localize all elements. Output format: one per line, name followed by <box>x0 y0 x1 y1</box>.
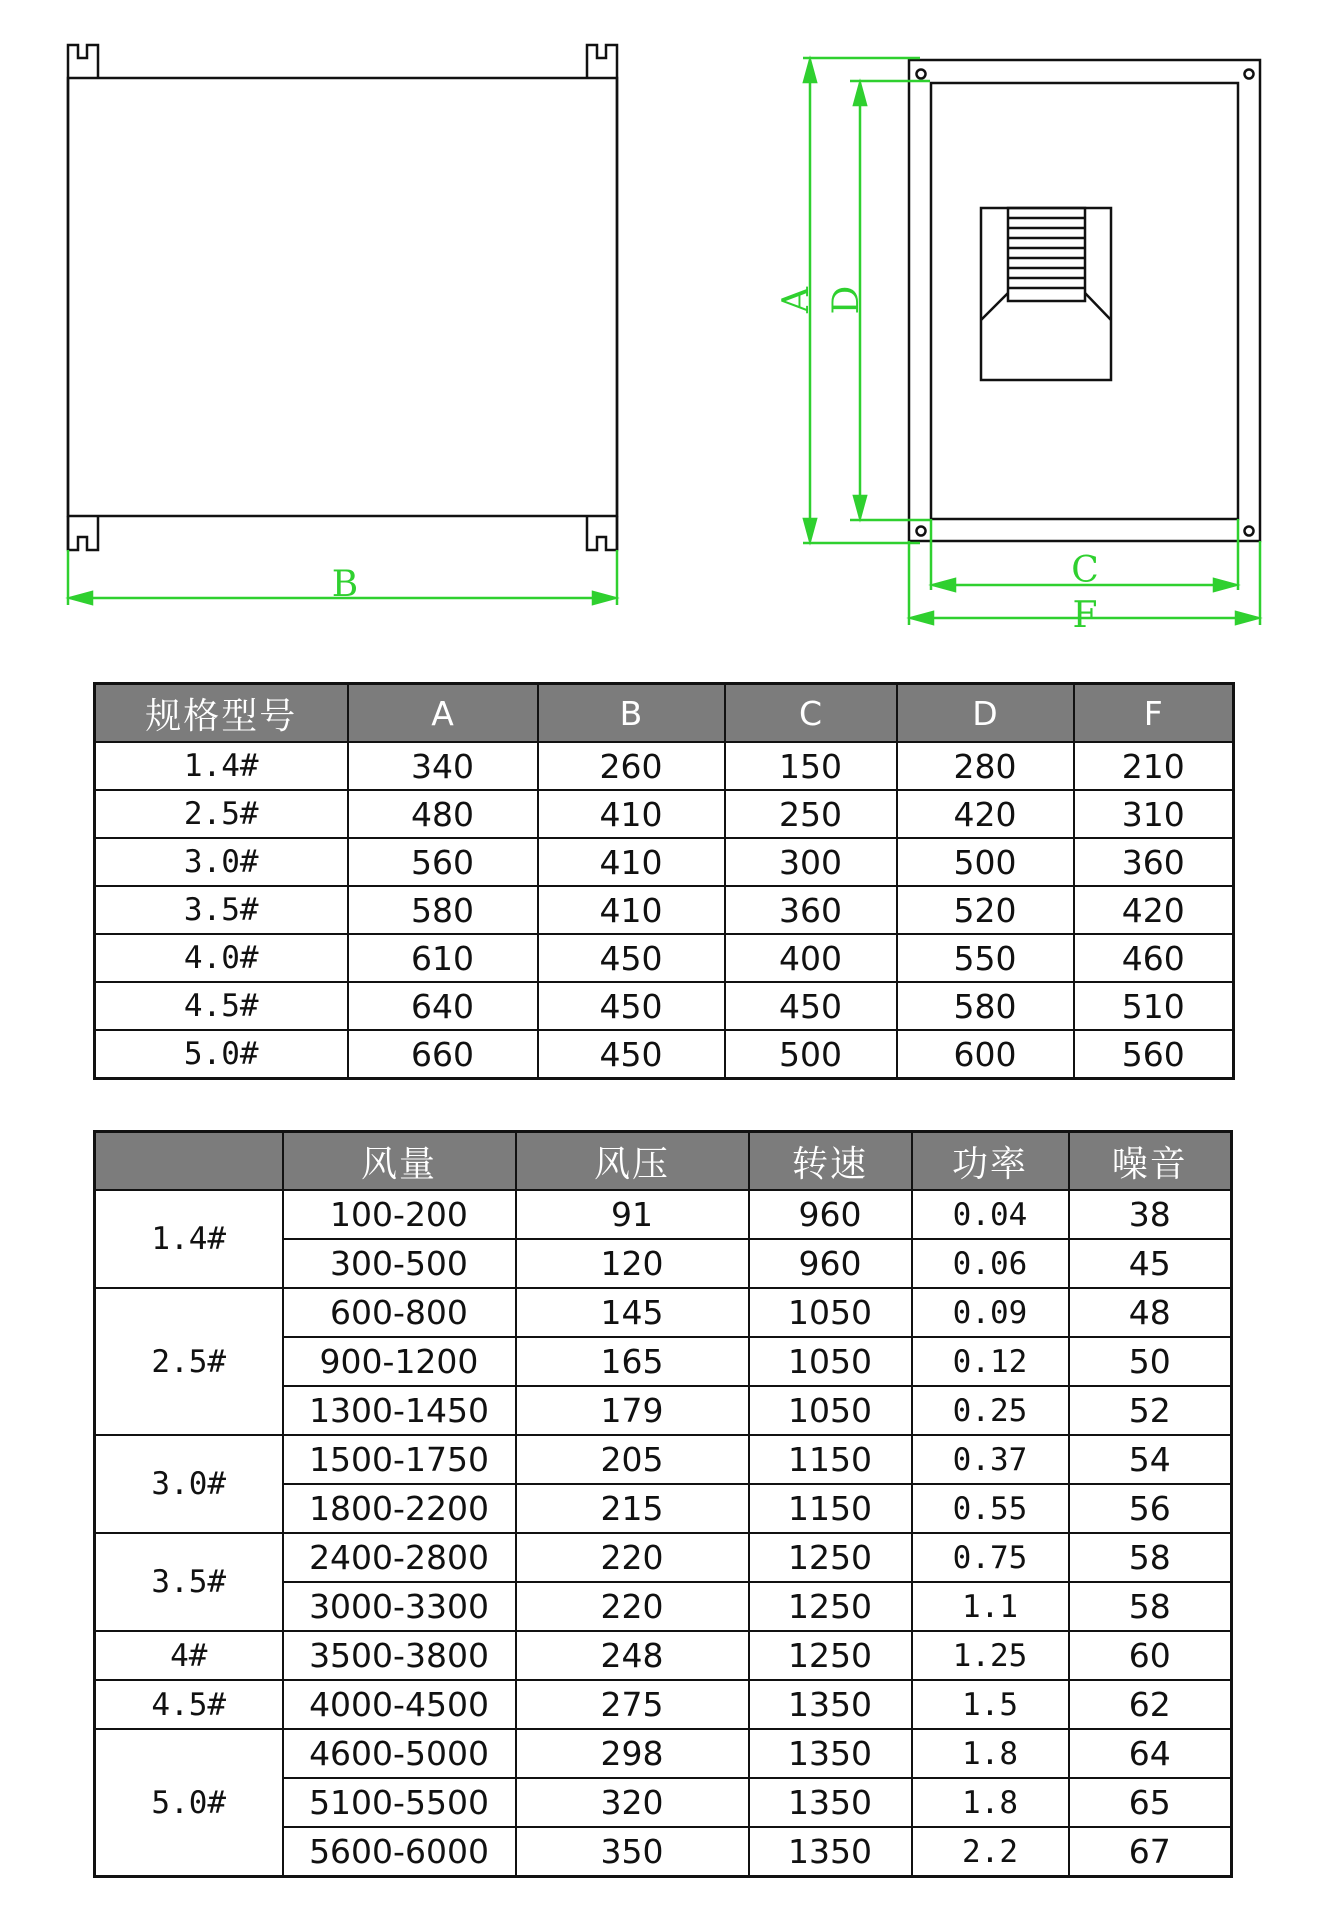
value-cell: 4600-5000 <box>283 1729 516 1778</box>
value-cell: 320 <box>516 1778 749 1827</box>
value-cell: 3500-3800 <box>283 1631 516 1680</box>
table-row <box>95 838 1234 886</box>
model-cell: 4.5# <box>95 982 348 1030</box>
value-cell: 300-500 <box>283 1239 516 1288</box>
model-cell: 4.0# <box>95 934 348 982</box>
value-cell: 1.5 <box>912 1680 1069 1729</box>
value-cell: 420 <box>897 790 1074 838</box>
value-cell: 60 <box>1069 1631 1232 1680</box>
table-row <box>95 1288 1232 1337</box>
value-cell: 120 <box>516 1239 749 1288</box>
column-header: D <box>897 684 1074 743</box>
table-row <box>95 1631 1232 1680</box>
column-header: F <box>1074 684 1234 743</box>
model-cell: 3.5# <box>95 886 348 934</box>
value-cell: 0.25 <box>912 1386 1069 1435</box>
value-cell: 48 <box>1069 1288 1232 1337</box>
table-row <box>95 790 1234 838</box>
value-cell: 600-800 <box>283 1288 516 1337</box>
value-cell: 1.1 <box>912 1582 1069 1631</box>
value-cell: 1150 <box>749 1435 912 1484</box>
value-cell: 1350 <box>749 1778 912 1827</box>
value-cell: 1350 <box>749 1729 912 1778</box>
value-cell: 460 <box>1074 934 1234 982</box>
value-cell: 0.09 <box>912 1288 1069 1337</box>
value-cell: 54 <box>1069 1435 1232 1484</box>
value-cell: 65 <box>1069 1778 1232 1827</box>
table-row <box>95 1030 1234 1079</box>
fan-outlet <box>981 208 1111 380</box>
mounting-bracket <box>68 516 98 550</box>
dimension-label-c: C <box>1071 550 1099 591</box>
bolt-hole <box>917 527 926 536</box>
value-cell: 500 <box>897 838 1074 886</box>
model-cell: 2.5# <box>95 1288 283 1435</box>
dimension-label-a: A <box>776 287 817 313</box>
model-cell: 4.5# <box>95 1680 283 1729</box>
value-cell: 38 <box>1069 1190 1232 1239</box>
value-cell: 260 <box>538 742 725 790</box>
front-view <box>909 60 1260 541</box>
value-cell: 58 <box>1069 1533 1232 1582</box>
value-cell: 960 <box>749 1239 912 1288</box>
value-cell: 500 <box>725 1030 897 1079</box>
value-cell: 1050 <box>749 1386 912 1435</box>
value-cell: 1.25 <box>912 1631 1069 1680</box>
model-cell: 5.0# <box>95 1729 283 1877</box>
column-header <box>95 1132 283 1191</box>
value-cell: 520 <box>897 886 1074 934</box>
mounting-bracket <box>68 45 98 78</box>
value-cell: 150 <box>725 742 897 790</box>
value-cell: 0.55 <box>912 1484 1069 1533</box>
mounting-bracket <box>587 45 617 78</box>
value-cell: 62 <box>1069 1680 1232 1729</box>
column-header: 功率 <box>912 1132 1069 1191</box>
side-view <box>68 45 617 550</box>
table-header-row <box>95 1132 1232 1191</box>
value-cell: 220 <box>516 1533 749 1582</box>
value-cell: 560 <box>348 838 538 886</box>
model-cell: 3.0# <box>95 1435 283 1533</box>
model-cell: 4# <box>95 1631 283 1680</box>
value-cell: 450 <box>538 982 725 1030</box>
mounting-bracket <box>587 516 617 550</box>
value-cell: 1150 <box>749 1484 912 1533</box>
value-cell: 660 <box>348 1030 538 1079</box>
table-row <box>95 982 1234 1030</box>
column-header: C <box>725 684 897 743</box>
model-cell: 1.4# <box>95 1190 283 1288</box>
value-cell: 179 <box>516 1386 749 1435</box>
value-cell: 560 <box>1074 1030 1234 1079</box>
bolt-hole <box>917 70 926 79</box>
performance-table <box>93 1130 1233 1878</box>
value-cell: 4000-4500 <box>283 1680 516 1729</box>
value-cell: 100-200 <box>283 1190 516 1239</box>
column-header: 风量 <box>283 1132 516 1191</box>
table-row <box>95 742 1234 790</box>
value-cell: 410 <box>538 838 725 886</box>
value-cell: 1.8 <box>912 1778 1069 1827</box>
value-cell: 300 <box>725 838 897 886</box>
value-cell: 5600-6000 <box>283 1827 516 1877</box>
value-cell: 1.8 <box>912 1729 1069 1778</box>
table-header-row <box>95 684 1234 743</box>
value-cell: 1050 <box>749 1288 912 1337</box>
value-cell: 50 <box>1069 1337 1232 1386</box>
value-cell: 2.2 <box>912 1827 1069 1877</box>
table-row <box>95 1680 1232 1729</box>
value-cell: 1500-1750 <box>283 1435 516 1484</box>
value-cell: 340 <box>348 742 538 790</box>
value-cell: 360 <box>1074 838 1234 886</box>
bolt-hole <box>1245 70 1254 79</box>
value-cell: 360 <box>725 886 897 934</box>
value-cell: 215 <box>516 1484 749 1533</box>
value-cell: 640 <box>348 982 538 1030</box>
value-cell: 0.04 <box>912 1190 1069 1239</box>
value-cell: 5100-5500 <box>283 1778 516 1827</box>
value-cell: 45 <box>1069 1239 1232 1288</box>
table-row <box>95 1190 1232 1239</box>
bolt-hole <box>1245 527 1254 536</box>
table-row <box>95 1533 1232 1582</box>
value-cell: 1050 <box>749 1337 912 1386</box>
value-cell: 0.06 <box>912 1239 1069 1288</box>
value-cell: 58 <box>1069 1582 1232 1631</box>
value-cell: 900-1200 <box>283 1337 516 1386</box>
value-cell: 1350 <box>749 1827 912 1877</box>
column-header: A <box>348 684 538 743</box>
value-cell: 510 <box>1074 982 1234 1030</box>
value-cell: 610 <box>348 934 538 982</box>
column-header: 风压 <box>516 1132 749 1191</box>
value-cell: 450 <box>725 982 897 1030</box>
value-cell: 56 <box>1069 1484 1232 1533</box>
model-cell: 3.5# <box>95 1533 283 1631</box>
value-cell: 600 <box>897 1030 1074 1079</box>
value-cell: 205 <box>516 1435 749 1484</box>
value-cell: 250 <box>725 790 897 838</box>
dimension-label-d: D <box>826 285 867 315</box>
table-row <box>95 886 1234 934</box>
table-row <box>95 1435 1232 1484</box>
value-cell: 1250 <box>749 1631 912 1680</box>
technical-drawing <box>0 0 1325 650</box>
table-row <box>95 1729 1232 1778</box>
value-cell: 580 <box>348 886 538 934</box>
value-cell: 0.75 <box>912 1533 1069 1582</box>
value-cell: 275 <box>516 1680 749 1729</box>
value-cell: 450 <box>538 1030 725 1079</box>
value-cell: 64 <box>1069 1729 1232 1778</box>
value-cell: 1350 <box>749 1680 912 1729</box>
dimension-table <box>93 682 1235 1080</box>
value-cell: 280 <box>897 742 1074 790</box>
value-cell: 420 <box>1074 886 1234 934</box>
value-cell: 1300-1450 <box>283 1386 516 1435</box>
value-cell: 52 <box>1069 1386 1232 1435</box>
value-cell: 0.12 <box>912 1337 1069 1386</box>
value-cell: 145 <box>516 1288 749 1337</box>
side-view-body <box>68 78 617 516</box>
value-cell: 220 <box>516 1582 749 1631</box>
model-cell: 5.0# <box>95 1030 348 1079</box>
value-cell: 480 <box>348 790 538 838</box>
table-row <box>95 934 1234 982</box>
value-cell: 0.37 <box>912 1435 1069 1484</box>
value-cell: 410 <box>538 886 725 934</box>
value-cell: 960 <box>749 1190 912 1239</box>
value-cell: 91 <box>516 1190 749 1239</box>
column-header: 规格型号 <box>95 684 348 743</box>
value-cell: 400 <box>725 934 897 982</box>
value-cell: 350 <box>516 1827 749 1877</box>
column-header: 转速 <box>749 1132 912 1191</box>
value-cell: 1800-2200 <box>283 1484 516 1533</box>
value-cell: 298 <box>516 1729 749 1778</box>
value-cell: 165 <box>516 1337 749 1386</box>
column-header: B <box>538 684 725 743</box>
model-cell: 3.0# <box>95 838 348 886</box>
value-cell: 580 <box>897 982 1074 1030</box>
value-cell: 310 <box>1074 790 1234 838</box>
column-header: 噪音 <box>1069 1132 1232 1191</box>
value-cell: 1250 <box>749 1582 912 1631</box>
model-cell: 1.4# <box>95 742 348 790</box>
value-cell: 248 <box>516 1631 749 1680</box>
value-cell: 210 <box>1074 742 1234 790</box>
value-cell: 1250 <box>749 1533 912 1582</box>
dimension-label-f: F <box>1072 595 1098 636</box>
model-cell: 2.5# <box>95 790 348 838</box>
value-cell: 450 <box>538 934 725 982</box>
value-cell: 2400-2800 <box>283 1533 516 1582</box>
value-cell: 410 <box>538 790 725 838</box>
value-cell: 3000-3300 <box>283 1582 516 1631</box>
value-cell: 550 <box>897 934 1074 982</box>
value-cell: 67 <box>1069 1827 1232 1877</box>
dimension-label-b: B <box>331 564 359 605</box>
